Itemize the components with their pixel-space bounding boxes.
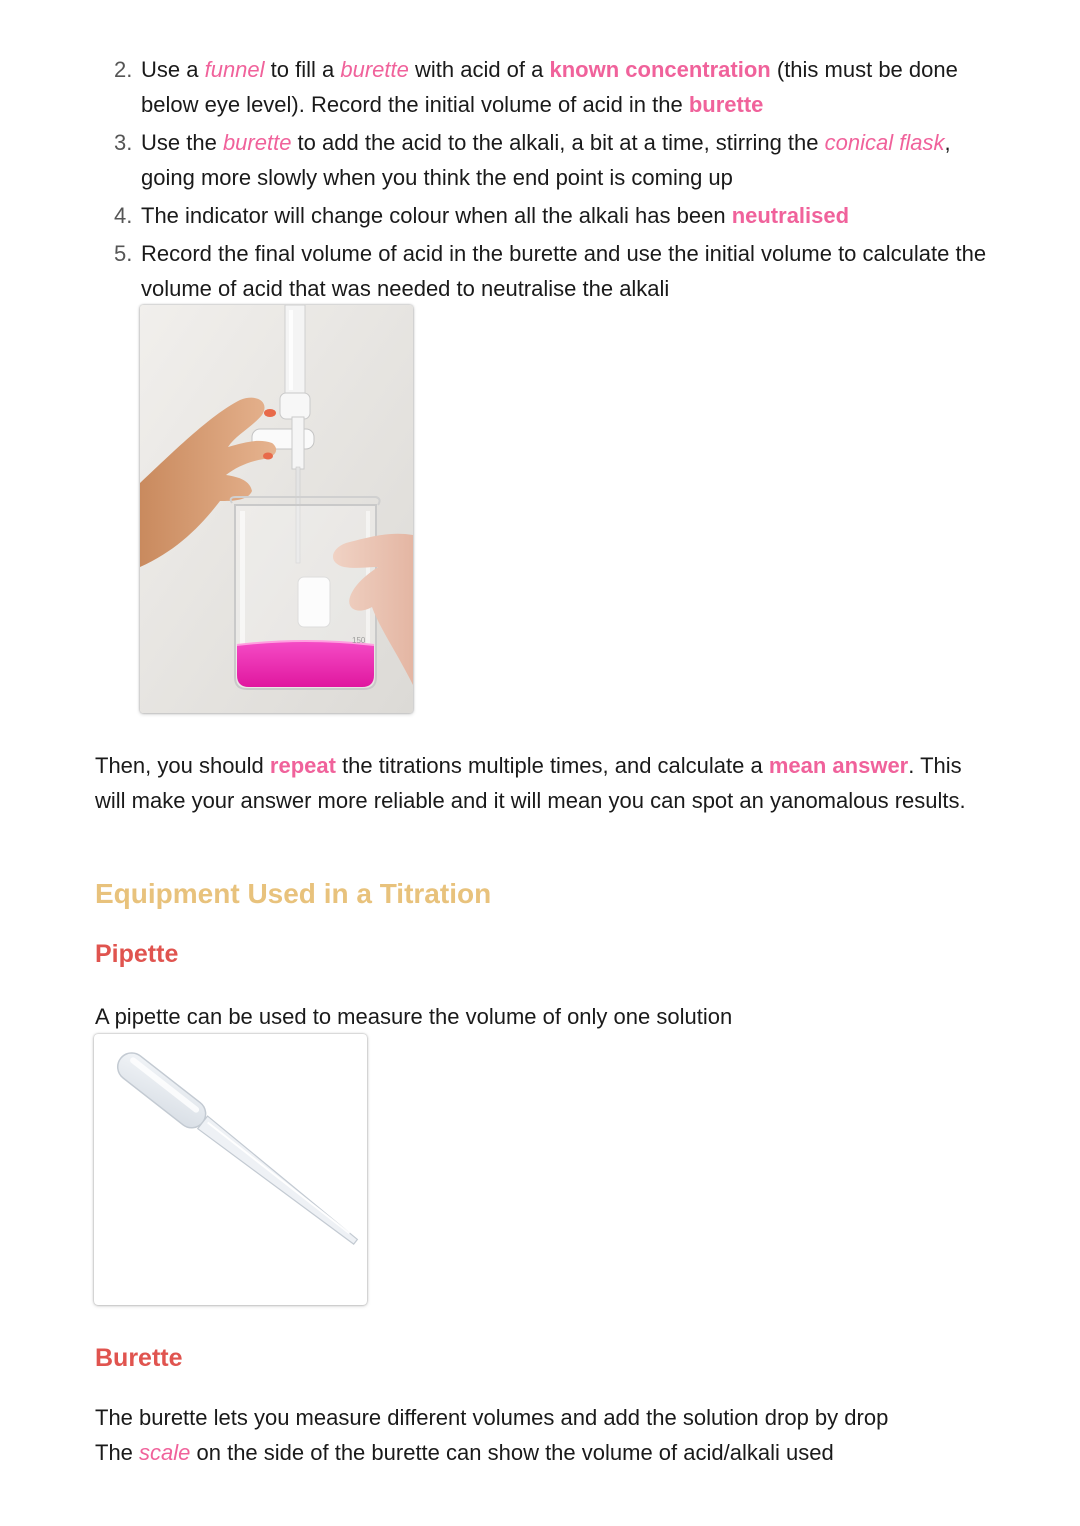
text-run: (this must be done below eye level). Record the initial volume of acid in the [141,57,958,117]
highlighted-term: conical flask [824,130,945,155]
text-run: . This will make your answer more reliable and it will mean you can spot an yanomalous results. [95,753,966,813]
step-text [141,52,994,122]
burette-description-line1: The burette lets you measure different volumes and add the solution drop by drop [95,1405,889,1430]
text-run: with acid of a [408,57,550,82]
highlighted-term: burette [222,130,292,155]
text-run: the titrations multiple times, and calculate a [335,753,769,778]
step-number: 2. [114,57,133,82]
text-run: on the side of the burette can show the volume of acid/alkali used [190,1440,834,1465]
step-text [141,125,994,195]
text-run: to fill a [264,57,341,82]
pipette-illustration [94,1034,367,1305]
pipette-heading: Pipette [95,940,179,968]
titration-illustration [140,305,413,713]
highlighted-term: neutralised [731,203,850,228]
text-run: Use the [141,130,223,155]
text-run: Record the final volume of acid in the burette and use the initial volume to calculate the volume of acid that was needed to neutralise the alkali [141,241,987,301]
text-run: The indicator will change colour when all the alkali has been [141,203,732,228]
method-step [114,198,994,233]
highlighted-term: burette [688,92,764,117]
highlighted-term: repeat [269,753,336,778]
equipment-heading: Equipment Used in a Titration [95,878,492,909]
beaker-graduation-mark: 150 [352,636,366,645]
text-run: Use a [141,57,205,82]
text-run: , going more slowly when you think the end point is coming up [141,130,951,190]
method-step [114,52,994,122]
step-text [141,198,994,233]
highlighted-term: mean answer [768,753,909,778]
highlighted-term: burette [340,57,409,82]
pipette-description: A pipette can be used to measure the volume of only one solution [95,1004,733,1029]
burette-heading: Burette [95,1344,183,1372]
pipette-image [94,1034,367,1305]
method-steps-list [114,52,994,309]
step-text [141,236,994,306]
step-number: 3. [114,130,133,155]
highlighted-term: funnel [204,57,265,82]
titration-photo [140,305,413,713]
step-number: 5. [114,241,133,266]
method-step [114,125,994,195]
text-run: to add the acid to the alkali, a bit at a time, stirring the [291,130,825,155]
method-step [114,236,994,306]
highlighted-term: scale [139,1440,191,1465]
step-number: 4. [114,203,133,228]
highlighted-term: known concentration [549,57,771,82]
text-run: The [95,1440,140,1465]
burette-description-line2 [95,1435,995,1470]
repeat-paragraph [95,748,995,818]
text-run: Then, you should [95,753,270,778]
